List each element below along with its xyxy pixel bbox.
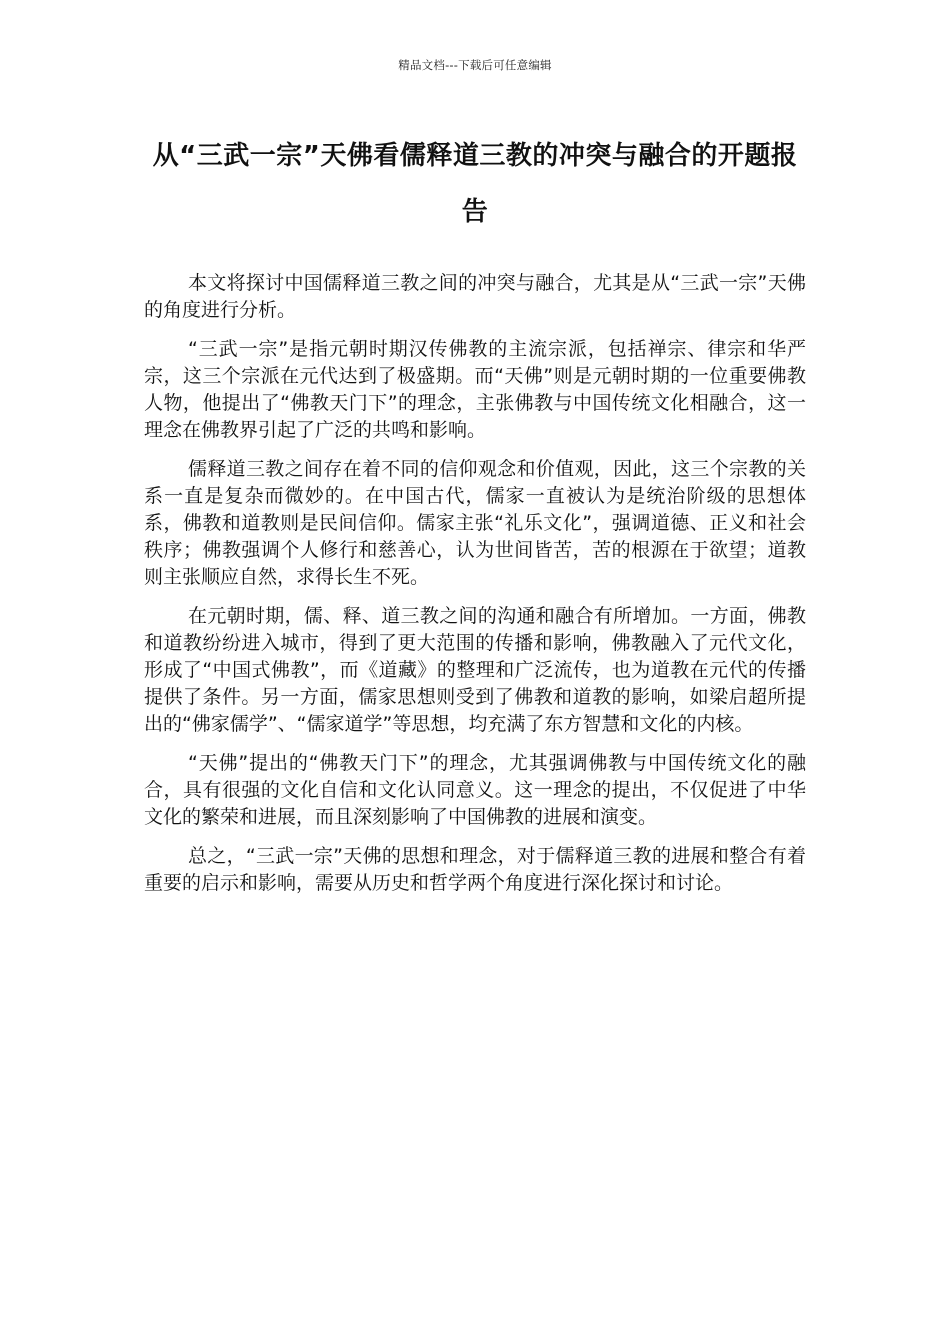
paragraph-1: 本文将探讨中国儒释道三教之间的冲突与融合，尤其是从“三武一宗”天佛的角度进行分析。 — [144, 272, 806, 321]
document-body — [144, 270, 806, 909]
document-title: 从“三武一宗”天佛看儒释道三教的冲突与融合的开题报告 — [152, 141, 798, 227]
paragraph-5: “天佛”提出的“佛教天门下”的理念，尤其强调佛教与中国传统文化的融合，具有很强的文化自信和文化认同意义。这一理念的提出，不仅促进了中华文化的繁荣和进展，而且深刻影响了中国佛教的进展和演变。 — [144, 752, 806, 828]
paragraph-6: 总之，“三武一宗”天佛的思想和理念，对于儒释道三教的进展和整合有着重要的启示和影响，需要从历史和哲学两个角度进行深化探讨和讨论。 — [144, 845, 806, 894]
paragraph-4: 在元朝时期，儒、释、道三教之间的沟通和融合有所增加。一方面，佛教和道教纷纷进入城市，得到了更大范围的传播和影响，佛教融入了元代文化，形成了“中国式佛教”，而《道藏》的整理和广泛流传，也为道教在元代的传播提供了条件。另一方面，儒家思想则受到了佛教和道教的影响，如梁启超所提出的“佛家儒学”、“儒家道学”等思想，均充满了东方智慧和文化的内核。 — [144, 605, 806, 735]
header-note: 精品文档---下载后可任意编辑 — [398, 58, 552, 72]
paragraph-2: “三武一宗”是指元朝时期汉传佛教的主流宗派，包括禅宗、律宗和华严宗，这三个宗派在元代达到了极盛期。而“天佛”则是元朝时期的一位重要佛教人物，他提出了“佛教天门下”的理念，主张佛教与中国传统文化相融合，这一理念在佛教界引起了广泛的共鸣和影响。 — [144, 338, 806, 441]
paragraph-3: 儒释道三教之间存在着不同的信仰观念和价值观，因此，这三个宗教的关系一直是复杂而微妙的。在中国古代，儒家一直被认为是统治阶级的思想体系，佛教和道教则是民间信仰。儒家主张“礼乐文化”，强调道德、正义和社会秩序；佛教强调个人修行和慈善心，认为世间皆苦，苦的根源在于欲望；道教则主张顺应自然，求得长生不死。 — [144, 458, 806, 588]
